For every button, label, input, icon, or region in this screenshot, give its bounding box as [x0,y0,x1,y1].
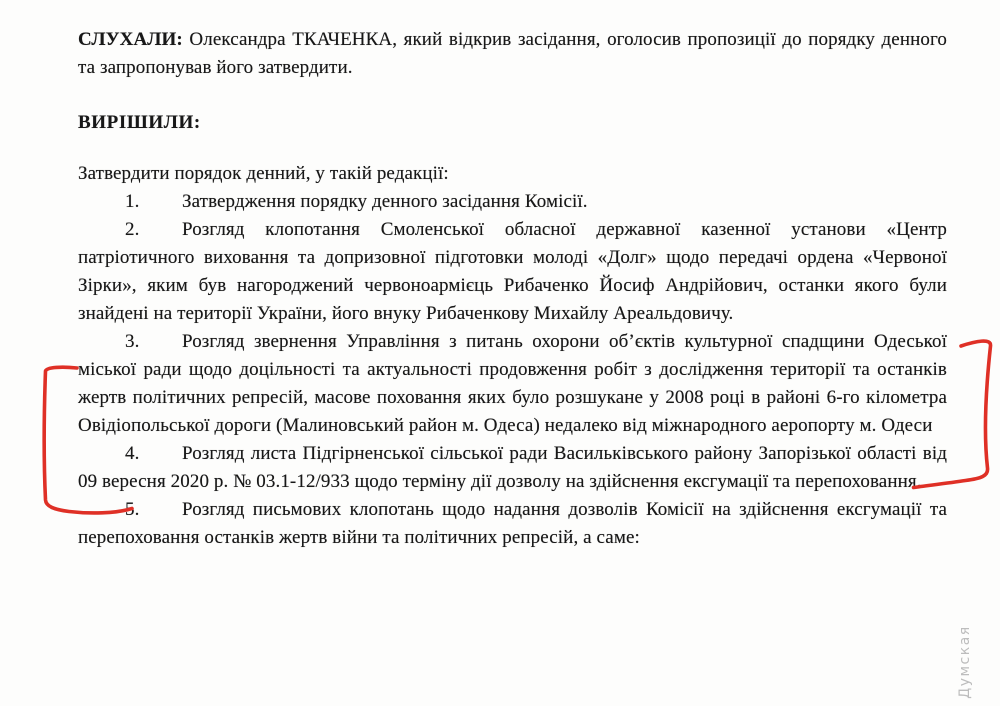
agenda-item-1-number: 1. [125,191,140,212]
document-body [78,26,947,552]
agenda-item-3-text: Розгляд звернення Управління з питань охорони об’єктів культурної спадщини Одеської міської ради щодо доцільності та актуальності продовження робіт з дослідження території та останків жертв політичних репресій, масове поховання яких було розшукане у 2008 році в районі 6-го кілометра Овідіопольської дороги (Малиновський район м. Одеса) недалеко від міжнародного аеропорту м. Одеси [78,331,947,436]
watermark-dumskaya [924,622,1000,702]
agenda-item-2-text: Розгляд клопотання Смоленської обласної державної казенної установи «Центр патріотичного виховання та допризовної підготовки молоді «Долг» щодо передачі ордена «Червоної Зірки», яким був нагороджений червоноармієць Рибаченко Йосиф Андрійович, останки якого були знайдені на території України, його внуку Рибаченкову Михайлу Ареальдовичу. [78,219,947,324]
agenda-item-4-number: 4. [125,443,140,464]
agenda-item-3-number: 3. [125,331,140,352]
paragraph-sluhaly [78,26,947,82]
agenda-item-5-number: 5. [125,499,140,520]
agenda-item-5 [78,496,947,552]
agenda-item-2-number: 2. [125,219,140,240]
agenda-item-5-text: Розгляд письмових клопотань щодо надання дозволів Комісії на здійснення ексгумації та перепоховання останків жертв війни та політичних репресій, а саме: [78,499,947,548]
agenda-item-2 [78,216,947,328]
sluhaly-text: Олександра ТКАЧЕНКА, який відкрив засідання, оголосив пропозиції до порядку денного та запропонував його затвердити. [78,29,947,78]
watermark-text: Думская [957,625,973,699]
agenda-item-1 [78,188,947,216]
heading-vyrishyly: ВИРІШИЛИ: [78,112,201,133]
paragraph-preamble: Затвердити порядок денний, у такій редакції: [78,163,449,184]
agenda-item-4 [78,440,947,496]
agenda-item-1-text: Затвердження порядку денного засідання Комісії. [182,191,588,212]
agenda-item-3-highlighted [78,328,947,440]
sluhaly-label: СЛУХАЛИ: [78,29,183,50]
agenda-item-4-text: Розгляд листа Підгірненської сільської ради Васильківського району Запорізької області від 09 вересня 2020 р. № 03.1-12/933 щодо терміну дії дозволу на здійснення ексгумації та перепоховання. [78,443,947,492]
